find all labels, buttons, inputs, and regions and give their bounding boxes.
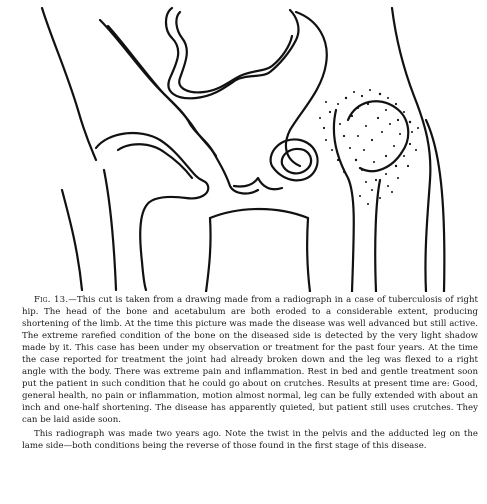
central-space (206, 209, 310, 292)
pelvis-top-inner (176, 12, 292, 92)
left-femur-inner (118, 144, 192, 178)
pubic-symphysis (234, 178, 282, 189)
right-obturator-inner (282, 149, 311, 173)
caption-text-1: —This cut is taken from a drawing made from a radiograph in a case of tuberculosis of right hip. The head of the bone and acetabulum are both eroded to a considerable extent, producing shortening of the limb. At the time this picture was made the disease was well advanced but still active. The extreme rarefied condition of the bone on the diseased side is detected by the very light shadow made by it. This case has been under my observation or treatment for the past four years. At the time the case reported for treatment the joint had already broken down and the leg was flexed to a right angle with the body. There was extreme pain and inflammation. Rest in bed and gentle treatment soon put the patient in such condition that he could go about on crutches. Results at present time are: Good, general health, no pain or inflammation, motion almost normal, leg can be fully extended with about an inch and one-half shortening. The disease has apparently quieted, but patient still uses crutches. They can be laid aside soon. (22, 295, 478, 426)
right-femur-outer (334, 110, 354, 292)
right-body-contour (392, 8, 430, 292)
left-body-contour (42, 8, 96, 160)
figure-caption (22, 294, 478, 452)
left-femur-shaft (104, 170, 116, 290)
left-femur (96, 133, 208, 290)
left-thigh-contour (62, 190, 82, 290)
caption-paragraph-2: This radiograph was made two years ago. Note the twist in the pelvis and the adducted leg on the lame side—both conditions being the reverse of those found in the first stage of this disease. (22, 428, 478, 451)
left-ilium-inner (108, 26, 216, 156)
right-femur-inner (375, 180, 380, 292)
caption-paragraph-1 (22, 294, 478, 427)
figure-label: Fig. 13. (34, 295, 69, 305)
